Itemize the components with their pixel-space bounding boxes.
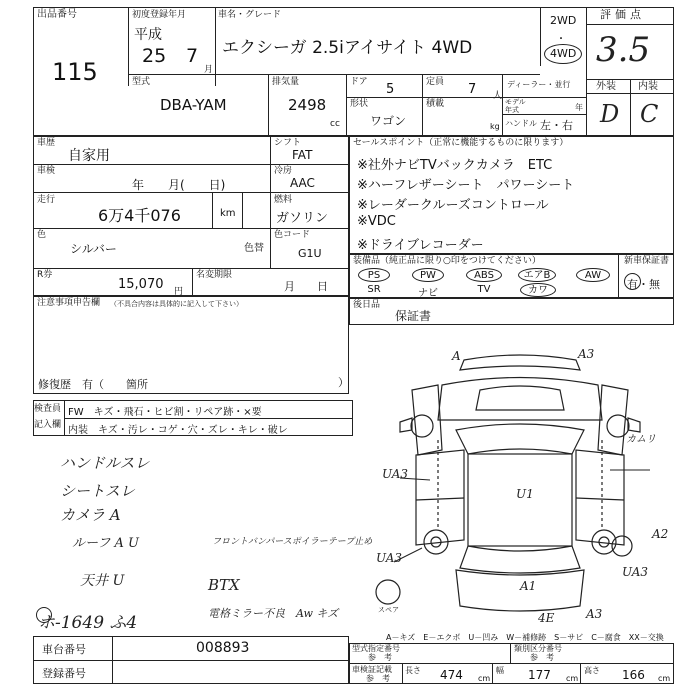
diagram-mark-9: 4E [538,611,555,625]
warranty-value: 有・無 [627,278,660,291]
height-unit: cm [658,674,671,683]
diagram-mark-2: A3 [578,347,595,361]
diagram-mark-1: A [452,349,461,363]
shape-label: 形状 [350,99,369,109]
doors-label: ドア [350,77,368,87]
sales-item-4: ※VDC [357,214,396,229]
score-label: 評価点 [600,8,645,21]
equip-ps: PS [358,268,390,282]
reg-date-month-unit: 月 [204,65,214,75]
repair-history: 修復歴 有（ 箇所 [38,378,148,391]
capacity-value: 7 [468,82,477,97]
lot-number: 115 [52,58,98,86]
warranty-label: 新車保証書 [624,256,670,266]
inspection-value: 年 月( 日) [132,178,226,192]
inspector-label-1: 検査員 [34,404,62,414]
displacement-label: 排気量 [272,77,300,87]
load-label: 積載 [426,99,445,109]
height-value: 166 [622,668,645,682]
chassis-label: 車台番号 [42,643,86,656]
color-code-value: G1U [298,247,322,260]
equip-tv: TV [477,284,491,295]
hw-note-8: 電格ミラー不良 Aw キズ [208,607,339,620]
width-label: 幅 [496,666,504,675]
height-label: 高さ [584,666,600,675]
car-name: エクシーガ 2.5iアイサイト 4WD [222,38,473,58]
shift-value: FAT [292,148,313,162]
accessories-value: 保証書 [395,309,432,323]
displacement-value: 2498 [288,96,327,114]
reg-date-month: 7 [186,45,199,67]
recycle-label: R券 [37,270,53,280]
hw-circle [36,607,52,623]
notes-label: 注意事項申告欄 [37,298,101,308]
fuel-value: ガソリン [276,211,329,226]
equip-sr: SR [367,284,381,295]
category-sub: 参 考 [530,653,554,662]
drive-4wd: 4WD [550,47,577,60]
inspector-label-2: 記入欄 [34,420,62,430]
designation-label: 型式指定番号 [352,644,400,653]
deadline-value: 月 日 [284,280,328,293]
color-value: シルバー [70,242,117,256]
mileage-unit: km [220,208,236,219]
sales-label: セールスポイント（正常に機能するものに限ります） [353,138,569,148]
hw-note-4: ルーフ A U [72,536,139,551]
damage-legend: A－キズ E－エクボ U－凹み W－補修跡 S－サビ C－腐食 XX－交換 [386,633,664,642]
equip-pw: PW [412,268,444,282]
model-label: 型式 [132,77,151,87]
modelyear-label1: モデル [505,98,526,106]
diagram-mark-3: UA3 [382,467,409,481]
lot-label: 出品番号 [37,9,77,20]
diagram-mark-5: A2 [652,527,669,541]
car-diagram [360,330,674,630]
capacity-unit: 人 [493,91,503,101]
diagram-mark-7: UA3 [376,551,403,565]
diagram-mark-8: UA3 [622,565,649,579]
reg-date-era: 平成 [134,27,162,43]
ac-label: 冷房 [274,166,293,176]
reg-date-year: 25 [142,45,167,67]
equip-airbag: エアB [518,268,556,282]
mileage-value: 6万4千076 [98,206,181,225]
sales-item-5: ※ドライブレコーダー [357,238,484,253]
shape-value: ワゴン [370,114,407,128]
inspector-row-1: FW キズ・飛石・ヒビ割・リペア跡・×要 [68,407,262,418]
capacity-label: 定員 [426,77,445,87]
repair-close: ） [338,376,349,389]
length-label: 長さ [405,666,421,675]
spare-label: スペア [378,606,399,614]
diagram-mark-10: A3 [586,607,603,621]
mileage-label: 走行 [37,195,56,205]
fuel-label: 燃料 [274,195,293,205]
form-outer [33,7,674,136]
hw-note-6: 天井 U [80,573,125,589]
sales-item-3: ※レーダークルーズコントロール [357,198,549,213]
sales-item-2: ※ハーフレザーシート パワーシート [357,178,575,193]
hw-note-7: BTX [208,576,240,594]
modelyear-unit: 年 [575,103,583,112]
int-value: C [640,100,659,128]
reg-date-label: 初度登録年月 [132,10,187,20]
width-unit: cm [566,674,579,683]
warranty-yes-circle [624,273,641,290]
dealer-label: ディーラー・並行 [507,80,571,89]
ext-label: 外装 [596,81,616,92]
color-code-label: 色コード [274,230,311,240]
equip-leather: カワ [520,283,556,297]
history-label: 車歴 [37,138,56,148]
equip-navi: ナビ [418,288,438,299]
color-change-label: 色替 [244,243,264,254]
dimensions-sub: 参 考 [366,674,390,683]
ac-value: AAC [290,176,315,190]
deadline-label: 名変期限 [196,270,233,280]
designation-sub: 参 考 [368,653,392,662]
registration-label: 登録番号 [42,667,86,680]
category-label: 類別区分番号 [514,644,562,653]
diagram-mark-4: U1 [516,487,534,501]
doors-value: 5 [386,82,395,97]
hw-note-1: ハンドルスレ [60,454,150,472]
diagram-mark-11: カムリ [626,434,656,445]
shift-label: シフト [274,138,302,148]
hw-note-2: シートスレ [60,482,135,500]
length-unit: cm [478,674,491,683]
notes-sublabel: （不具合内容は具体的に記入して下さい） [110,300,243,308]
equipment-label: 装備品（純正品に限り○印をつけてください） [353,256,541,266]
modelyear-label2: 年式 [505,106,519,114]
dimensions-label: 車検証記載 [352,665,392,674]
drive-2wd: 2WD [550,14,577,27]
displacement-unit: cc [330,119,340,129]
inspection-label: 車検 [37,166,56,176]
hw-note-9: ホ-1649 ふ4 [38,613,138,633]
color-label: 色 [37,230,47,240]
width-value: 177 [528,668,551,682]
hw-note-3: カメラ A [60,506,121,524]
drive-dot: ・ [556,34,566,45]
hw-note-5: フロントバンパースポイラーテープ止め [212,537,373,547]
equip-abs: ABS [466,268,502,282]
equip-aw: AW [576,268,610,282]
int-label: 内装 [638,81,658,92]
diagram-mark-6: A1 [520,579,537,593]
model-value: DBA-YAM [160,96,227,114]
sales-item-1: ※社外ナビTVバックカメラ ETC [357,158,553,173]
ext-value: D [600,100,620,128]
handle-value: 左・右 [540,119,573,132]
recycle-value: 15,070 [118,277,164,292]
length-value: 474 [440,668,463,682]
score-value: 3.5 [596,30,651,70]
chassis-value: 008893 [196,640,250,656]
history-value: 自家用 [68,148,110,164]
accessories-label: 後日品 [353,300,381,310]
recycle-unit: 円 [174,287,184,297]
handle-label: ハンドル [505,119,537,128]
load-unit: kg [490,122,500,131]
inspector-row-2: 内装 キズ・汚レ・コゲ・穴・ズレ・キレ・破レ [68,425,288,436]
car-name-label: 車名・グレード [218,10,282,20]
